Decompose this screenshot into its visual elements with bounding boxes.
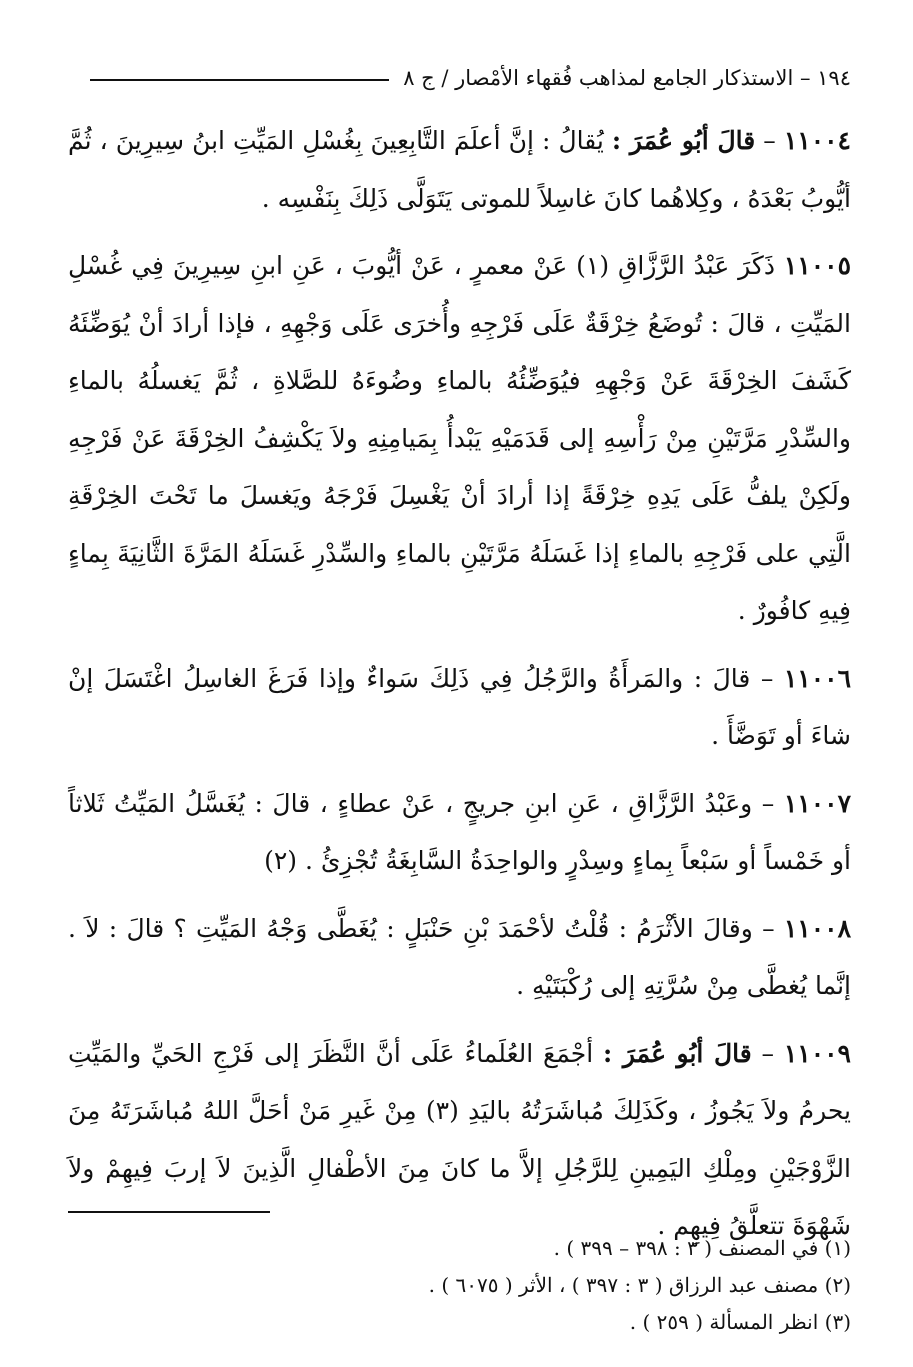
paragraph-11005 [68,237,851,640]
paragraph-number: ١١٠٠٨ [783,913,851,943]
paragraph-number: ١١٠٠٧ [783,788,851,818]
footnote-separator [68,1211,270,1213]
header-title [403,66,817,90]
paragraph-11004: ١١٠٠٤ – قالَ أبُو عُمَرَ : يُقالُ : إنَّ أعلَمَ التَّابِعِينَ بِغُسْلِ المَيِّتِ ابنُ سِيرِينَ ، ثُمَّ أيُّوبُ بَعْدَهُ ، وكِلاهُما كانَ غاسِلاً للموتى يَتَوَلَّى ذَلِكَ بِنَفْسِه . [68,126,851,213]
paragraph-number: ١١٠٠٦ [783,663,851,693]
footnote-2: (٢) مصنف عبد الرزاق ( ٣ : ٣٩٧ ) ، الأثر ( ٦٠٧٥ ) . [428,1273,851,1297]
header-running-title: – الاستذكار الجامع لمذاهب فُقهاء الأمْصار / ج ٨ [403,66,811,90]
paragraph-text: يُقالُ : إنَّ أعلَمَ التَّابِعِينَ بِغُسْلِ المَيِّتِ ابنُ سِيرِينَ ، ثُمَّ أيُّوبُ بَعْدَهُ ، وكِلاهُما كانَ غاسِلاً للموتى يَتَوَلَّى ذَلِكَ بِنَفْسِه . [68,126,851,213]
footnotes [68,1230,851,1341]
header-rule [90,79,389,81]
paragraph-speaker: قالَ أبُو عُمَرَ : [611,126,756,155]
paragraph-number: ١١٠٠٥ [783,251,852,280]
running-header [90,58,851,98]
paragraph-11008: ١١٠٠٨ – وقالَ الأثْرَمُ : قُلْتُ لأحْمَدَ بْنِ حَنْبَلٍ : يُغَطَّى وَجْهُ المَيِّتِ ؟ قالَ : لاَ . إنَّما يُغطَّى مِنْ سُرَّتِهِ إلى رُكْبَتَيْهِ . [68,913,851,1000]
footnote-1: (١) في المصنف ( ٣ : ٣٩٨ – ٣٩٩ ) . [553,1236,851,1260]
paragraph-11009: ١١٠٠٩ – قالَ أبُو عُمَرَ : أجْمَعَ العُلَماءُ عَلَى أنَّ النَّظَرَ إلى فَرْجِ الحَيِّ والمَيِّتِ يحرمُ ولاَ يَجُوزُ ، وكَذَلِكَ مُباشَرَتُهُ باليَدِ (٣) مِنْ غَيرِ مَنْ أحَلَّ اللهُ مُباشَرَتَهُ مِنَ الزَّوْجَيْنِ ومِلْكِ اليَمِينِ لِلرَّجُلِ إلاَّ ما كانَ مِنَ الأطْفالِ الَّذِينَ لاَ إربَ فِيهِمْ ولاَ شَهْوَةَ تتعلَّقُ فِيهِم . [68,1038,851,1240]
paragraph-text: وعَبْدُ الرَّزَّاقِ ، عَنِ ابنِ جريجٍ ، عَنْ عطاءٍ ، قالَ : يُغَسَّلُ المَيِّتُ ثَلاثاً أو خَمْساً أو سَبْعاً بِماءٍ وسِدْرٍ والواحِدَةُ السَّابِغَةُ تُجْزِئُ . (٢) [68,788,851,875]
paragraph-11006: ١١٠٠٦ – قالَ : والمَرأَةُ والرَّجُلُ فِي ذَلِكَ سَواءٌ وإذا فَرَغَ الغاسِلُ اغْتَسَلَ إنْ شاءَ أو تَوَضَّأَ . [68,663,851,750]
header-page-number: ١٩٤ [817,66,851,90]
paragraph-number: ١١٠٠٩ [783,1038,851,1068]
paragraph-text: وقالَ الأثْرَمُ : قُلْتُ لأحْمَدَ بْنِ حَنْبَلٍ : يُغَطَّى وَجْهُ المَيِّتِ ؟ قالَ : لاَ . إنَّما يُغطَّى مِنْ سُرَّتِهِ إلى رُكْبَتَيْهِ . [68,913,851,1000]
paragraph-text: قالَ : والمَرأَةُ والرَّجُلُ فِي ذَلِكَ سَواءٌ وإذا فَرَغَ الغاسِلُ اغْتَسَلَ إنْ شاءَ أو تَوَضَّأَ . [68,663,851,750]
paragraph-speaker: قالَ أبُو عُمَرَ : [603,1038,752,1068]
footnote-3: (٣) انظر المسألة ( ٢٥٩ ) . [629,1310,851,1334]
paragraph-text: أجْمَعَ العُلَماءُ عَلَى أنَّ النَّظَرَ إلى فَرْجِ الحَيِّ والمَيِّتِ يحرمُ ولاَ يَجُوزُ ، وكَذَلِكَ مُباشَرَتُهُ باليَدِ (٣) مِنْ غَيرِ مَنْ أحَلَّ اللهُ مُباشَرَتَهُ مِنَ الزَّوْجَيْنِ ومِلْكِ اليَمِينِ لِلرَّجُلِ إلاَّ ما كانَ مِنَ الأطْفالِ الَّذِينَ لاَ إربَ فِيهِمْ ولاَ شَهْوَةَ تتعلَّقُ فِيهِم . [68,1038,851,1240]
paragraph-11007: ١١٠٠٧ – وعَبْدُ الرَّزَّاقِ ، عَنِ ابنِ جريجٍ ، عَنْ عطاءٍ ، قالَ : يُغَسَّلُ المَيِّتُ ثَلاثاً أو خَمْساً أو سَبْعاً بِماءٍ وسِدْرٍ والواحِدَةُ السَّابِغَةُ تُجْزِئُ . (٢) [68,788,851,875]
paragraph-text: ذَكَرَ عَبْدُ الرَّزَّاقِ (١) عَنْ معمرٍ ، عَنْ أيُّوبَ ، عَنِ ابنِ سِيرِينَ فِي غُسْلِ المَيِّتِ ، قالَ : تُوضَعُ خِرْقَةٌ عَلَى فَرْجِهِ وأُخرَى عَلَى وَجْهِهِ ، فإذا أرادَ أنْ يُوَضِّئَهُ كَشَفَ الخِرْقَةَ عَنْ وَجْهِهِ فيُوَضِّئُهُ بالماءِ وضُوءَهُ للصَّلاةِ ، ثُمَّ يَغسلُهُ بالماءِ والسِّدْرِ مَرَّتَيْنِ مِنْ رَأْسِهِ إلى قَدَمَيْهِ يَبْدأُ بِمَيامِنِهِ ولاَ يَكْشِفُ الخِرْقَةَ عَنْ فَرْجِهِ ولَكِنْ يلفُّ عَلَى يَدِهِ خِرْقَةً إذا أرادَ أنْ يَغْسِلَ فَرْجَهُ ويَغسلَ ما تَحْتَ الخِرْقَةِ الَّتِي على فَرْجِهِ بالماءِ إذا غَسَلَهُ مَرَّتَيْنِ بالماءِ والسِّدْرِ غَسَلَهُ المَرَّةَ الثَّانِيَةَ بِماءٍ فِيهِ كافُورٌ . [68,251,851,625]
body-text [68,112,851,1265]
paragraph-number: ١١٠٠٤ [783,126,851,155]
